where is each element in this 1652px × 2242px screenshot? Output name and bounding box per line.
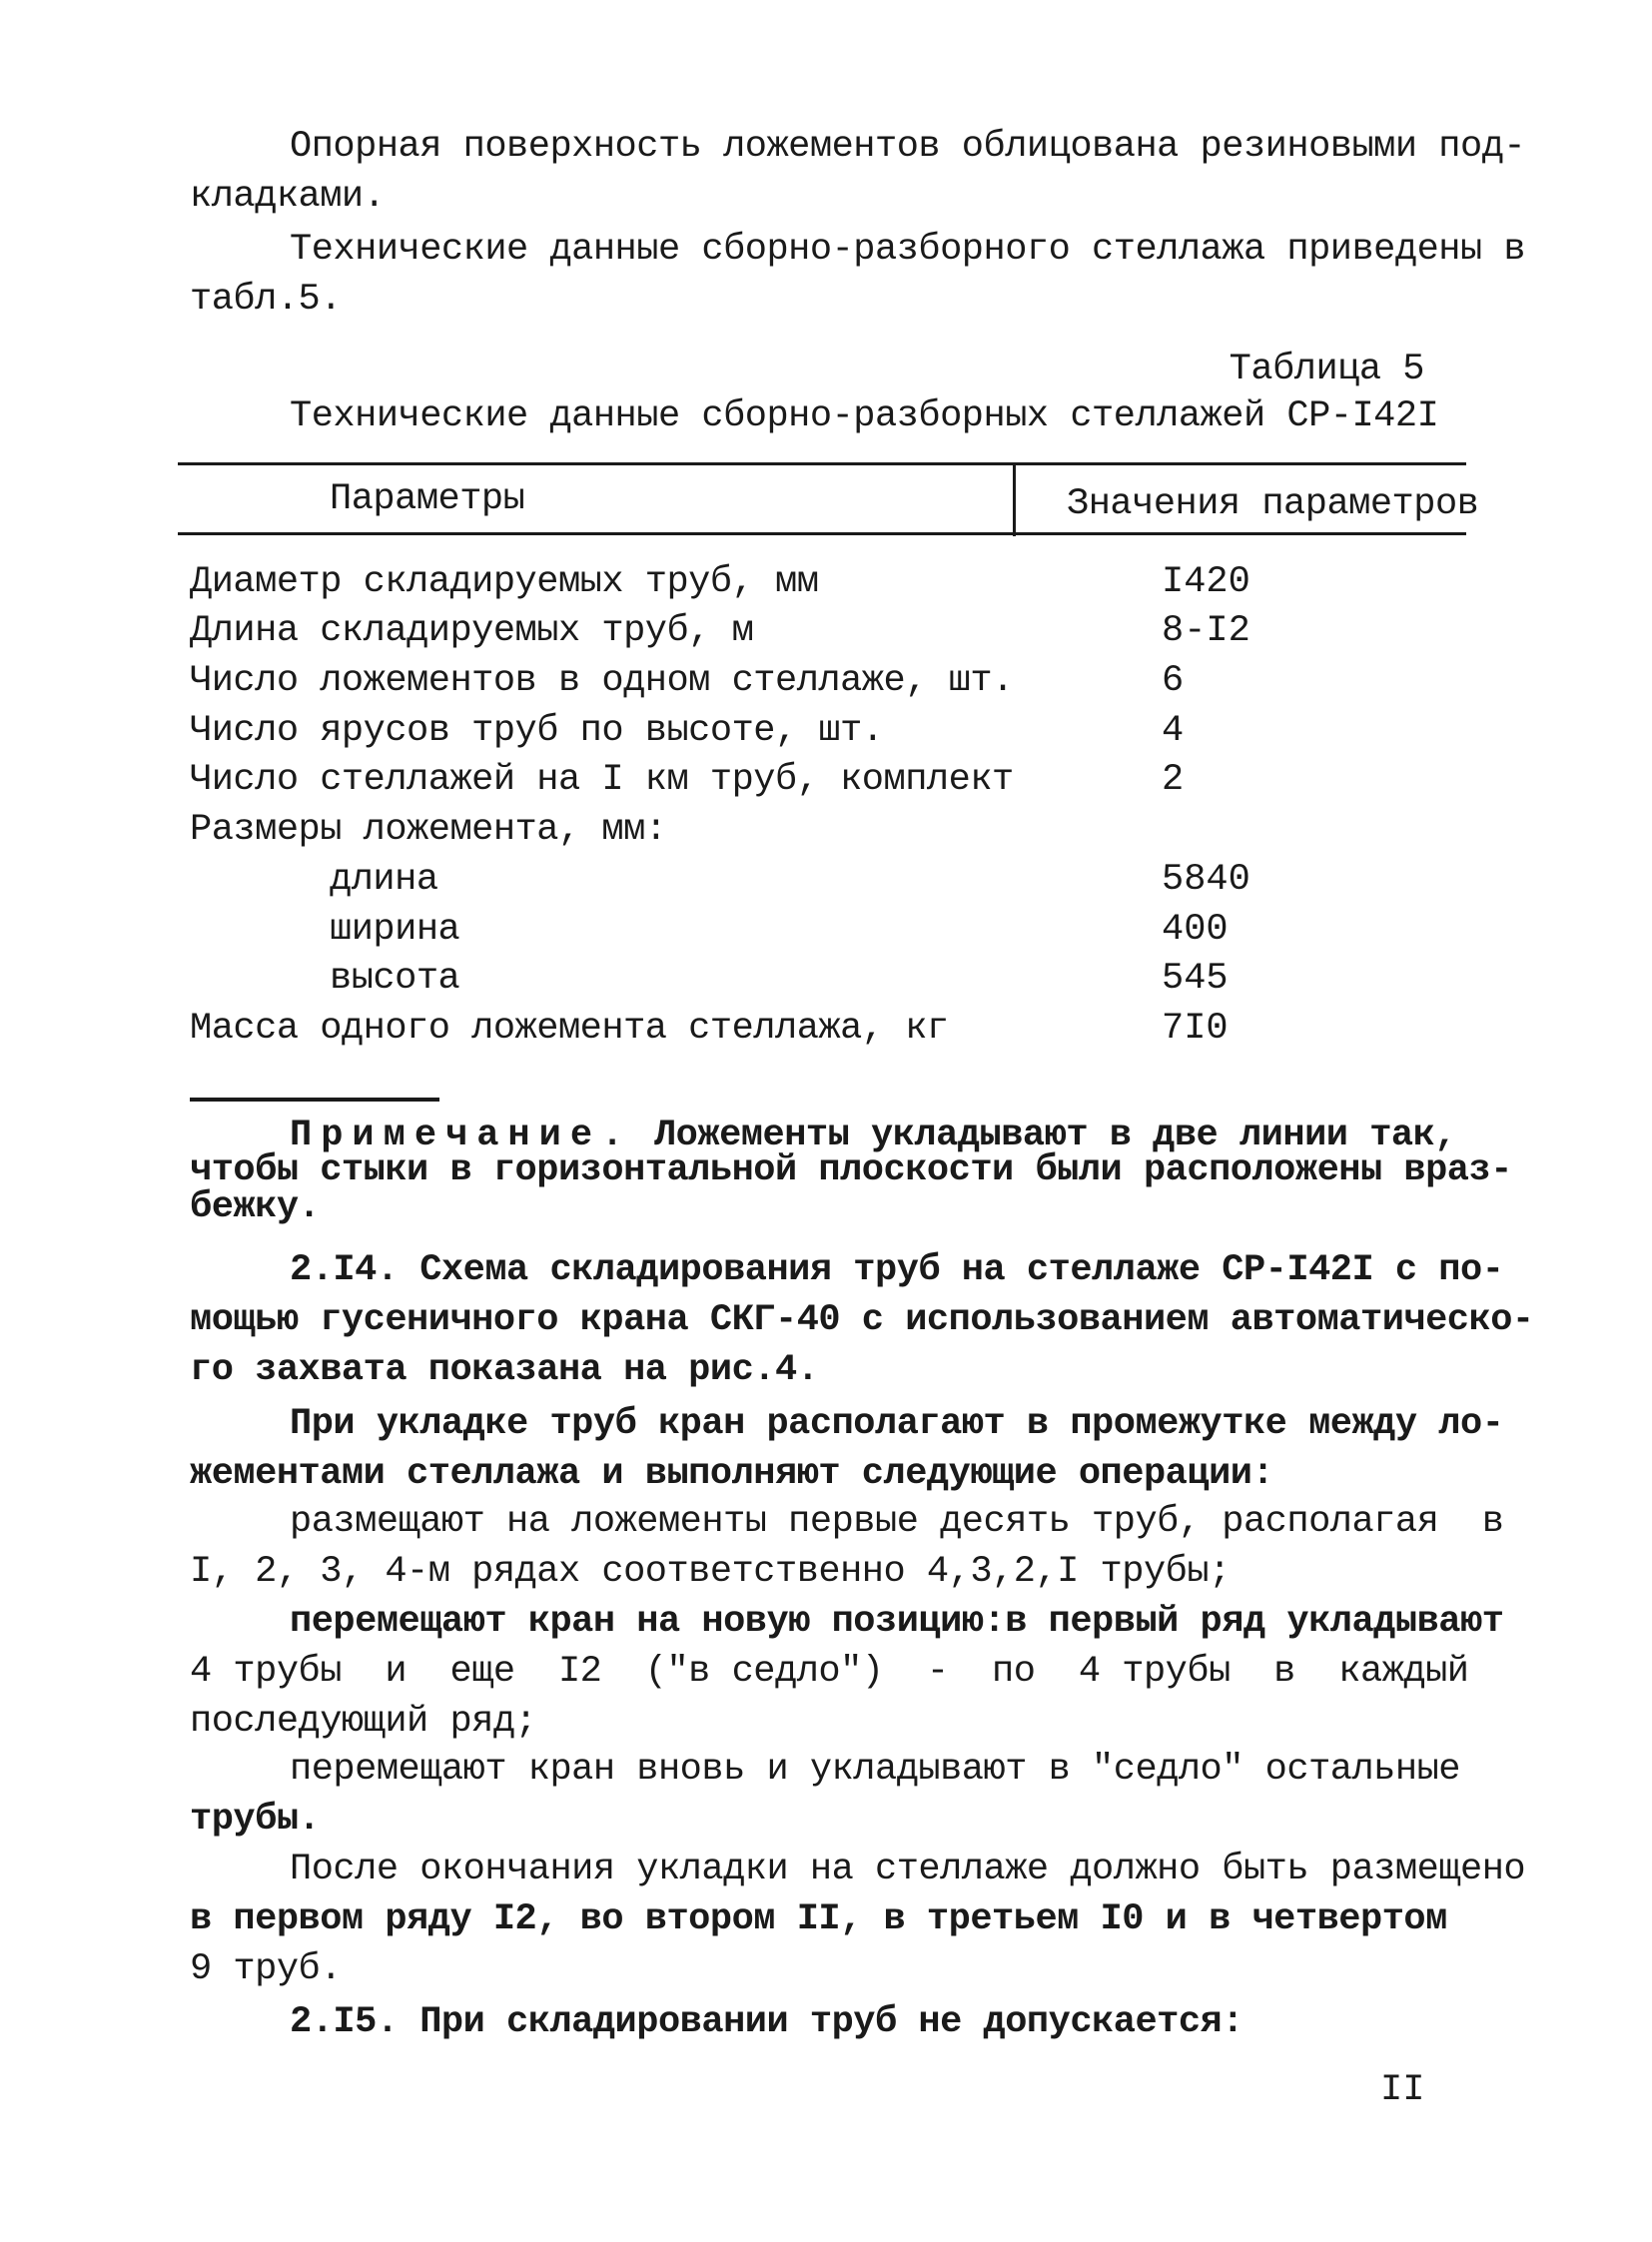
param-cell: Диаметр складируемых труб, мм bbox=[190, 561, 819, 603]
table-header-rule bbox=[178, 532, 1466, 535]
intro-paragraph-1-line-1: Опорная поверхность ложементов облицована резиновыми под- bbox=[290, 126, 1526, 168]
operation-1-line-2: I, 2, 3, 4-м рядах соответственно 4,3,2,I трубы; bbox=[190, 1551, 1231, 1593]
table-header-parameters: Параметры bbox=[330, 478, 525, 520]
value-cell: 2 bbox=[1162, 759, 1185, 801]
param-cell: длина bbox=[330, 859, 438, 901]
param-cell: Число ложементов в одном стеллаже, шт. bbox=[190, 660, 1014, 702]
paragraph-line-1: При укладке труб кран располагают в промежутке между ло- bbox=[290, 1403, 1504, 1445]
final-paragraph-line-3: 9 труб. bbox=[190, 1948, 342, 1990]
operation-1-line-1: размещают на ложементы первые десять труб, располагая в bbox=[290, 1501, 1504, 1543]
note-label: Примечание. bbox=[290, 1115, 633, 1156]
section-2-14-line-3: го захвата показана на рис.4. bbox=[190, 1349, 819, 1391]
value-cell: 4 bbox=[1162, 710, 1185, 752]
value-cell: I420 bbox=[1162, 561, 1250, 603]
operation-2-line-3: последующий ряд; bbox=[190, 1701, 537, 1743]
param-cell: Длина складируемых труб, м bbox=[190, 610, 754, 652]
intro-paragraph-1-line-2: кладками. bbox=[190, 176, 386, 218]
paragraph-line-2: жементами стеллажа и выполняют следующие операции: bbox=[190, 1453, 1274, 1495]
operation-3-line-1: перемещают кран вновь и укладывают в "седло" остальные bbox=[290, 1749, 1460, 1791]
param-cell: Масса одного ложемента стеллажа, кг bbox=[190, 1008, 949, 1050]
param-cell: Число стеллажей на I км труб, комплект bbox=[190, 759, 1014, 801]
section-2-14-line-2: мощью гусеничного крана СКГ-40 с использованием автоматическо- bbox=[190, 1299, 1534, 1341]
note-separator bbox=[190, 1098, 439, 1102]
value-cell: 400 bbox=[1162, 909, 1229, 951]
param-cell: Размеры ложемента, мм: bbox=[190, 809, 667, 851]
intro-paragraph-2-line-2: табл.5. bbox=[190, 279, 342, 321]
table-header-values: Значения параметров bbox=[1067, 483, 1479, 525]
final-paragraph-line-1: После окончания укладки на стеллаже должно быть размещено bbox=[290, 1849, 1526, 1890]
operation-3-line-2: трубы. bbox=[190, 1799, 321, 1841]
page-number: II bbox=[1380, 2069, 1425, 2111]
value-cell: 7I0 bbox=[1162, 1008, 1229, 1050]
operation-2-line-2: 4 трубы и еще I2 ("в седло") - по 4 трубы в каждый bbox=[190, 1651, 1469, 1693]
final-paragraph-line-2: в первом ряду I2, во втором II, в третьем I0 и в четвертом bbox=[190, 1898, 1447, 1940]
param-cell: ширина bbox=[330, 909, 460, 951]
note-text-1: Ложементы укладывают в две линии так, bbox=[653, 1115, 1457, 1156]
table-top-rule bbox=[178, 462, 1466, 465]
operation-2-line-1: перемещают кран на новую позицию:в первый ряд укладывают bbox=[290, 1601, 1504, 1643]
note-line-2: чтобы стыки в горизонтальной плоскости были расположены враз- bbox=[190, 1149, 1512, 1191]
table-title: Технические данные сборно-разборных стеллажей СР-I42I bbox=[290, 395, 1439, 437]
section-2-14-line-1: 2.I4. Схема складирования труб на стеллаже СР-I42I с по- bbox=[290, 1249, 1504, 1291]
section-2-15: 2.I5. При складировании труб не допускается: bbox=[290, 2001, 1243, 2043]
param-cell: Число ярусов труб по высоте, шт. bbox=[190, 710, 884, 752]
intro-paragraph-2-line-1: Технические данные сборно-разборного стеллажа приведены в bbox=[290, 229, 1526, 271]
param-cell: высота bbox=[330, 958, 460, 1000]
value-cell: 8-I2 bbox=[1162, 610, 1250, 652]
value-cell: 6 bbox=[1162, 660, 1185, 702]
note-line-3: бежку. bbox=[190, 1186, 321, 1228]
value-cell: 5840 bbox=[1162, 859, 1250, 901]
table-label: Таблица 5 bbox=[1229, 349, 1424, 390]
value-cell: 545 bbox=[1162, 958, 1229, 1000]
